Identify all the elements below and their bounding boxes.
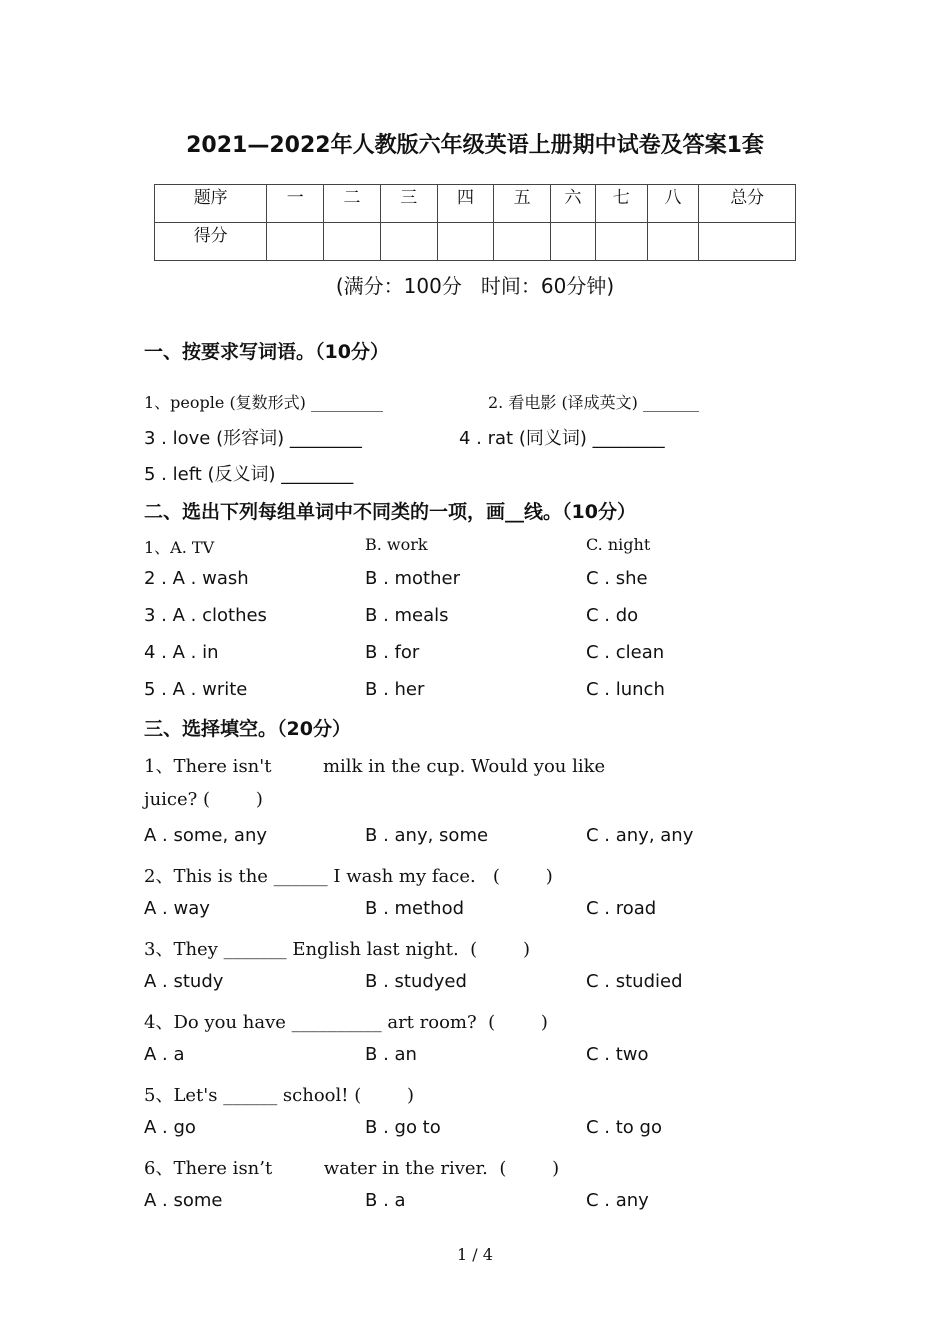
header-cell: 六: [551, 185, 596, 223]
score-cell[interactable]: [494, 223, 551, 261]
header-cell: 七: [595, 185, 647, 223]
s3-q4-option-a: A . a: [144, 1044, 185, 1065]
s3-question-5: 5、Let's ______ school! ( ): [144, 1085, 415, 1106]
s1-question-3: 3 . love (形容词) ________: [144, 428, 362, 449]
s2-row-5-a: 5 . A . write: [144, 679, 248, 700]
page-number: 1 / 4: [457, 1245, 493, 1264]
s2-row-1-a: 1、A. TV: [144, 538, 215, 557]
header-cell: 总分: [699, 185, 796, 223]
score-table-header-row: [155, 185, 796, 223]
section2-heading: 二、选出下列每组单词中不同类的一项，画__线。（10分）: [144, 501, 636, 523]
s2-row-4-c: C . clean: [586, 642, 665, 663]
score-cell[interactable]: [267, 223, 324, 261]
score-table-score-row: [155, 223, 796, 261]
s3-q6-option-b: B . a: [365, 1190, 406, 1211]
s1-question-1: 1、people (复数形式) _________: [144, 393, 384, 412]
s3-q3-option-c: C . studied: [586, 971, 683, 992]
header-cell: 题序: [155, 185, 267, 223]
s3-q1-option-a: A . some, any: [144, 825, 268, 846]
header-cell: 八: [647, 185, 699, 223]
s3-q6-option-c: C . any: [586, 1190, 649, 1211]
section1-heading: 一、按要求写词语。（10分）: [144, 341, 389, 363]
s3-question-6: 6、There isn’t water in the river. ( ): [144, 1158, 560, 1179]
full-score-time: (满分：100分 时间：60分钟): [335, 274, 615, 298]
s3-q4-option-c: C . two: [586, 1044, 649, 1065]
score-cell[interactable]: [551, 223, 596, 261]
score-cell[interactable]: [647, 223, 699, 261]
page-title: 2021—2022年人教版六年级英语上册期中试卷及答案1套: [186, 133, 764, 158]
s2-row-4-a: 4 . A . in: [144, 642, 219, 663]
s2-row-1-c: C. night: [586, 535, 651, 554]
row-label-cell: 得分: [155, 223, 267, 261]
s2-row-2-a: 2 . A . wash: [144, 568, 249, 589]
score-cell[interactable]: [699, 223, 796, 261]
header-cell: 四: [437, 185, 494, 223]
score-cell[interactable]: [437, 223, 494, 261]
s3-q3-option-a: A . study: [144, 971, 224, 992]
s2-row-3-c: C . do: [586, 605, 639, 626]
score-cell[interactable]: [595, 223, 647, 261]
s3-q1-option-b: B . any, some: [365, 825, 489, 846]
score-cell[interactable]: [380, 223, 437, 261]
s3-q5-option-b: B . go to: [365, 1117, 441, 1138]
s3-question-1-line2: juice? ( ): [144, 789, 263, 810]
s3-q6-option-a: A . some: [144, 1190, 223, 1211]
s2-row-5-c: C . lunch: [586, 679, 665, 700]
s3-q5-option-c: C . to go: [586, 1117, 662, 1138]
s3-question-3: 3、They _______ English last night. ( ): [144, 939, 530, 960]
header-cell: 五: [494, 185, 551, 223]
s3-q5-option-a: A . go: [144, 1117, 196, 1138]
s2-row-3-a: 3 . A . clothes: [144, 605, 267, 626]
s3-q3-option-b: B . studyed: [365, 971, 467, 992]
s1-question-5: 5 . left (反义词) ________: [144, 464, 354, 485]
section3-heading: 三、选择填空。（20分）: [144, 718, 351, 740]
s3-question-4: 4、Do you have __________ art room? ( ): [144, 1012, 548, 1033]
s2-row-2-c: C . she: [586, 568, 648, 589]
s2-row-1-b: B. work: [365, 535, 428, 554]
s3-question-2: 2、This is the ______ I wash my face. ( ): [144, 866, 553, 887]
header-cell: 一: [267, 185, 324, 223]
score-cell[interactable]: [324, 223, 381, 261]
header-cell: 二: [324, 185, 381, 223]
s3-q1-option-c: C . any, any: [586, 825, 694, 846]
s3-question-1-line1: 1、There isn't milk in the cup. Would you like: [144, 756, 606, 777]
s2-row-3-b: B . meals: [365, 605, 449, 626]
s2-row-2-b: B . mother: [365, 568, 461, 589]
header-cell: 三: [380, 185, 437, 223]
s3-q2-option-a: A . way: [144, 898, 210, 919]
s1-question-4: 4 . rat (同义词) ________: [459, 428, 665, 449]
s2-row-4-b: B . for: [365, 642, 420, 663]
s3-q4-option-b: B . an: [365, 1044, 417, 1065]
score-table: [154, 184, 796, 261]
s3-q2-option-b: B . method: [365, 898, 465, 919]
s2-row-5-b: B . her: [365, 679, 425, 700]
s3-q2-option-c: C . road: [586, 898, 657, 919]
s1-question-2: 2. 看电影 (译成英文) _______: [488, 393, 700, 412]
